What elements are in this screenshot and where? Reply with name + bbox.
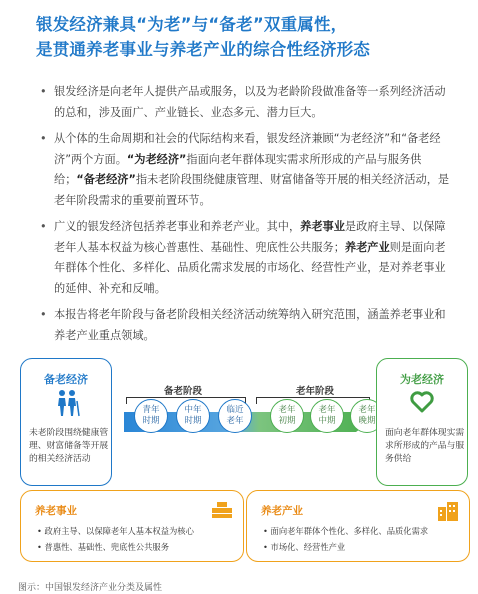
bold-term: 养老产业: [344, 240, 390, 254]
undertaking-item: • 政府主导、以保障老年人基本权益为核心: [37, 525, 194, 537]
stage-label: 青年时期: [142, 405, 160, 426]
pre-aging-economy-title: 备老经济: [44, 373, 88, 386]
elderly-care-industry-box: [246, 490, 470, 562]
phase-old-bracket: [256, 397, 370, 404]
undertaking-item: • 普惠性、基础性、兜底性公共服务: [37, 541, 169, 553]
gold-bars-icon: [211, 501, 233, 523]
stage-circle: [270, 399, 304, 433]
building-icon: [437, 501, 459, 525]
text-segment: 是政府主导、以保障老年人基本权益为核心普惠性、基础性、兜底性公共服务；: [54, 220, 446, 254]
elderly-care-undertaking-title: 养老事业: [35, 505, 77, 517]
phase-prep-label: 备老阶段: [164, 386, 203, 397]
figure-caption: 图示：中国银发经济产业分类及属性: [18, 583, 163, 593]
title-line-1: 银发经济兼具“为老”与“备老”双重属性，: [36, 15, 348, 34]
bold-term: “备老经济”: [76, 173, 136, 186]
classification-diagram: [14, 358, 464, 580]
heart-icon: [410, 391, 434, 417]
bullet-paragraph: [40, 305, 452, 346]
text-segment: 银发经济是向老年人提供产品或服务，以及为老龄阶段做准备等一系列经济活动的总和，涉及面广、产业链长、业态多元、潜力巨大。: [54, 85, 446, 119]
pre-aging-economy-box: [20, 358, 112, 486]
bullet-paragraph: [40, 82, 452, 123]
industry-item: • 市场化、经营性产业: [263, 541, 345, 553]
text-segment: 指未老阶段围绕健康管理、财富储备等开展的相关经济活动，是老年阶段需求的重要前置环节。: [54, 173, 450, 207]
bullet-paragraph: [40, 217, 452, 299]
industry-item: • 面向老年群体个性化、多样化、品质化需求: [263, 525, 428, 537]
stage-circle: [310, 399, 344, 433]
text-segment: 从个体的生命周期和社会的代际结构来看，银发经济兼顾“为老经济”和“备老经济”两个方面。: [54, 132, 441, 166]
elderly-care-undertaking-box: [20, 490, 244, 562]
pre-aging-economy-desc: 未老阶段围绕健康管理、财富储备等开展的相关经济活动: [29, 428, 109, 464]
stage-label: 临近老年: [226, 405, 244, 426]
stage-circle: [134, 399, 168, 433]
bullet-list: [40, 82, 452, 352]
elderly-economy-title: 为老经济: [400, 373, 444, 386]
bullet-paragraph: [40, 129, 452, 211]
stage-label: 老年初期: [278, 405, 296, 426]
bold-term: “为老经济”: [126, 152, 187, 166]
elderly-economy-desc: 面向老年群体现实需求所形成的产品与服务供给: [385, 428, 465, 464]
stage-label: 老年中期: [318, 405, 336, 426]
elderly-economy-box: [376, 358, 468, 486]
page-title: [36, 12, 456, 62]
text-segment: 指面向老年群体现实需求所形成的产品与服务供给；: [54, 152, 422, 186]
text-segment: 本报告将老年阶段与备老阶段相关经济活动统筹纳入研究范围，涵盖养老事业和养老产业重点领域。: [54, 308, 446, 342]
elderly-walking-icon: [53, 389, 81, 421]
text-segment: 则是面向老年群体个性化、多样化、品质化需求发展的市场化、经营性产业，是对养老事业的延伸、补充和反哺。: [54, 240, 446, 295]
stage-circle: [218, 399, 252, 433]
title-line-2: 是贯通养老事业与养老产业的综合性经济形态: [36, 40, 370, 59]
stage-circle: [176, 399, 210, 433]
elderly-care-industry-title: 养老产业: [261, 505, 303, 517]
bold-term: 养老事业: [300, 220, 345, 233]
text-segment: 广义的银发经济包括养老事业和养老产业。其中，: [54, 220, 301, 233]
stage-label: 中年时期: [184, 405, 202, 426]
phase-old-label: 老年阶段: [296, 386, 335, 397]
stage-label: 老年晚期: [358, 405, 376, 426]
